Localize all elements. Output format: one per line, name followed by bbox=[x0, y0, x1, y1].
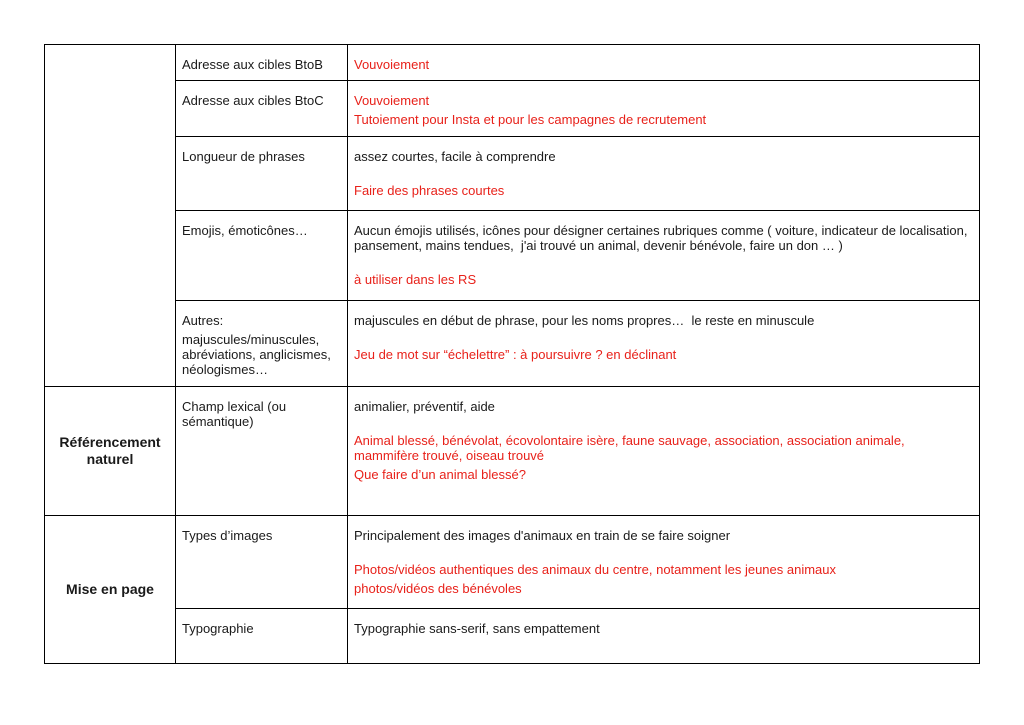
table-row bbox=[45, 387, 980, 516]
criterion-label-cell bbox=[176, 516, 348, 609]
criterion-label-cell bbox=[176, 387, 348, 516]
guideline-content-cell bbox=[348, 609, 980, 664]
criterion-label-cell bbox=[176, 81, 348, 137]
recommendation-text: Animal blessé, bénévolat, écovolontaire isère, faune sauvage, association, association animale, mammifère trouvé, oiseau trouvé bbox=[354, 433, 909, 463]
recommendation-text: Faire des phrases courtes bbox=[354, 183, 505, 198]
criterion-label: Adresse aux cibles BtoC bbox=[182, 93, 324, 108]
criterion-label-cell bbox=[176, 45, 348, 81]
criterion-label-cell bbox=[176, 609, 348, 664]
criterion-label-cell bbox=[176, 137, 348, 211]
criterion-label: Autres: bbox=[182, 313, 224, 328]
criterion-label: Types d’images bbox=[182, 528, 273, 543]
recommendation-text: photos/vidéos des bénévoles bbox=[354, 581, 522, 596]
recommendation-text: Vouvoiement bbox=[354, 57, 430, 72]
section-cell: Mise en page bbox=[45, 516, 176, 664]
guideline-content-cell bbox=[348, 301, 980, 387]
guideline-content-cell bbox=[348, 137, 980, 211]
recommendation-text: Vouvoiement bbox=[354, 93, 430, 108]
table-row bbox=[45, 211, 980, 301]
observation-text: Aucun émojis utilisés, icônes pour désigner certaines rubriques comme ( voiture, indicateur de localisation, pansement, mains tendues, j'ai trouvé un animal, devenir bénévole, faire un don … ) bbox=[354, 223, 972, 253]
guideline-content-cell bbox=[348, 387, 980, 516]
table-row bbox=[45, 81, 980, 137]
table-row bbox=[45, 301, 980, 387]
recommendation-text: Que faire d’un animal blessé? bbox=[354, 467, 526, 482]
recommendation-text: à utiliser dans les RS bbox=[354, 272, 477, 287]
section-cell bbox=[45, 45, 176, 387]
observation-text: Typographie sans-serif, sans empattement bbox=[354, 621, 600, 636]
editorial-guidelines-table bbox=[44, 44, 980, 664]
criterion-label: Adresse aux cibles BtoB bbox=[182, 57, 323, 72]
observation-text: Principalement des images d'animaux en train de se faire soigner bbox=[354, 528, 731, 543]
observation-text: majuscules en début de phrase, pour les noms propres… le reste en minuscule bbox=[354, 313, 815, 328]
criterion-label-detail: majuscules/minuscules, abréviations, anglicismes, néologismes… bbox=[182, 332, 331, 377]
guideline-content-cell bbox=[348, 81, 980, 137]
recommendation-text: Jeu de mot sur “échelettre” : à poursuivre ? en déclinant bbox=[354, 347, 677, 362]
guideline-content-cell bbox=[348, 45, 980, 81]
criterion-label: Champ lexical (ou sémantique) bbox=[182, 399, 287, 429]
guideline-content-cell bbox=[348, 211, 980, 301]
guideline-content-cell bbox=[348, 516, 980, 609]
recommendation-text: Photos/vidéos authentiques des animaux du centre, notamment les jeunes animaux bbox=[354, 562, 837, 577]
criterion-label: Emojis, émoticônes… bbox=[182, 223, 308, 238]
section-cell: Référencement naturel bbox=[45, 387, 176, 516]
table-row bbox=[45, 609, 980, 664]
recommendation-text: Tutoiement pour Insta et pour les campagnes de recrutement bbox=[354, 112, 707, 127]
observation-text: animalier, préventif, aide bbox=[354, 399, 495, 414]
table-row bbox=[45, 45, 980, 81]
criterion-label: Typographie bbox=[182, 621, 254, 636]
table-row bbox=[45, 516, 980, 609]
criterion-label: Longueur de phrases bbox=[182, 149, 305, 164]
observation-text: assez courtes, facile à comprendre bbox=[354, 149, 556, 164]
criterion-label-cell bbox=[176, 301, 348, 387]
table-row bbox=[45, 137, 980, 211]
criterion-label-cell bbox=[176, 211, 348, 301]
